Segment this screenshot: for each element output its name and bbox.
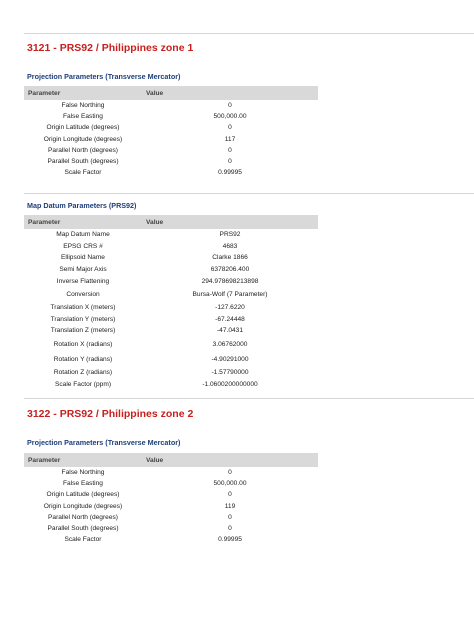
table-row (24, 134, 318, 145)
value-cell: 0 (228, 158, 232, 166)
table-row (24, 337, 318, 352)
parameter-cell: Parallel South (degrees) (47, 158, 119, 166)
value-cell: -47.0431 (216, 327, 244, 335)
column-header-value: Value (142, 453, 318, 467)
column-header-value: Value (142, 86, 318, 100)
section-divider (24, 398, 474, 399)
value-cell: 0 (228, 469, 232, 477)
column-header-parameter: Parameter (24, 453, 142, 467)
value-cell: 0.99995 (218, 169, 242, 177)
parameter-cell: Parallel North (degrees) (48, 146, 118, 154)
value-cell: 6378206.400 (210, 266, 250, 274)
column-header-parameter: Parameter (24, 86, 142, 100)
parameter-cell: Translation X (meters) (50, 304, 116, 312)
parameter-cell: Scale Factor (ppm) (54, 380, 112, 388)
table-row (24, 325, 318, 337)
value-cell: -4.90291000 (211, 355, 249, 363)
value-cell: -67.24448 (215, 315, 245, 323)
parameter-cell: False Easting (63, 480, 103, 488)
table-header-row (24, 215, 318, 229)
table-row (24, 501, 318, 512)
parameter-cell: Origin Latitude (degrees) (46, 124, 120, 132)
value-cell: 0 (228, 513, 232, 521)
datum-params-table (24, 215, 318, 390)
table-row (24, 489, 318, 500)
projection-params-title: Projection Parameters (Transverse Mercator) (27, 438, 181, 447)
value-cell: 0 (228, 146, 232, 154)
datum-params-title: Map Datum Parameters (PRS92) (27, 201, 137, 210)
table-row (24, 156, 318, 167)
value-cell: 0 (228, 491, 232, 499)
column-header-parameter: Parameter (24, 215, 142, 229)
table-row (24, 352, 318, 367)
value-cell: -1.0600200000000 (202, 380, 258, 388)
value-cell: 0 (228, 124, 232, 132)
parameter-cell: Translation Z (meters) (50, 327, 116, 335)
parameter-cell: Semi Major Axis (59, 266, 107, 274)
table-row (24, 145, 318, 156)
parameter-cell: Rotation X (radians) (53, 340, 113, 348)
table-row (24, 252, 318, 264)
table-row (24, 534, 318, 545)
parameter-cell: Origin Latitude (degrees) (46, 491, 120, 499)
value-cell: 0.99995 (218, 536, 242, 544)
table-row (24, 512, 318, 523)
column-header-value: Value (142, 215, 318, 229)
table-header-row (24, 86, 318, 100)
table-row (24, 478, 318, 489)
parameter-cell: Parallel North (degrees) (48, 513, 118, 521)
table-row (24, 275, 318, 287)
table-row (24, 122, 318, 133)
table-row (24, 241, 318, 253)
table-row (24, 467, 318, 478)
value-cell: 0 (228, 102, 232, 110)
table-row (24, 314, 318, 326)
value-cell: 119 (224, 502, 236, 510)
parameter-cell: Scale Factor (64, 169, 102, 177)
table-row (24, 378, 318, 390)
projection-params-table (24, 86, 318, 178)
parameter-cell: False Easting (63, 113, 103, 121)
parameter-cell: Rotation Z (radians) (53, 369, 113, 377)
parameter-cell: Scale Factor (64, 536, 102, 544)
value-cell: 3.06762000 (212, 340, 248, 348)
parameter-cell: Rotation Y (radians) (53, 355, 113, 363)
value-cell: 117 (224, 135, 236, 143)
table-row (24, 302, 318, 314)
table-row (24, 523, 318, 534)
value-cell: Bursa-Wolf (7 Parameter) (192, 290, 268, 298)
value-cell: -127.6220 (215, 304, 245, 312)
parameter-cell: Origin Longitude (degrees) (43, 135, 123, 143)
value-cell: 500,000.00 (213, 113, 247, 121)
table-header-row (24, 453, 318, 467)
parameter-cell: Translation Y (meters) (50, 315, 116, 323)
value-cell: -1.57790000 (211, 369, 249, 377)
value-cell: 500,000.00 (213, 480, 247, 488)
parameter-cell: Conversion (66, 290, 100, 298)
projection-params-table (24, 453, 318, 545)
parameter-cell: False Northing (61, 102, 105, 110)
value-cell: Clarke 1866 (212, 254, 248, 262)
table-row (24, 100, 318, 111)
table-row (24, 287, 318, 302)
table-row (24, 229, 318, 241)
parameter-cell: EPSG CRS # (63, 242, 103, 250)
parameter-cell: Parallel South (degrees) (47, 525, 119, 533)
parameter-cell: Ellipsoid Name (61, 254, 105, 262)
parameter-cell: False Northing (61, 469, 105, 477)
table-row (24, 264, 318, 276)
value-cell: 4683 (222, 242, 238, 250)
section-title: 3122 - PRS92 / Philippines zone 2 (27, 408, 194, 420)
subsection-divider (24, 193, 474, 194)
projection-params-title: Projection Parameters (Transverse Mercator) (27, 72, 181, 81)
section-title: 3121 - PRS92 / Philippines zone 1 (27, 42, 194, 54)
value-cell: PRS92 (219, 231, 241, 239)
parameter-cell: Origin Longitude (degrees) (43, 502, 123, 510)
table-row (24, 367, 318, 379)
section-divider (24, 33, 474, 34)
table-row (24, 111, 318, 122)
value-cell: 294.978698213898 (201, 277, 259, 285)
parameter-cell: Map Datum Name (56, 231, 110, 239)
parameter-cell: Inverse Flattening (56, 277, 110, 285)
table-row (24, 167, 318, 178)
value-cell: 0 (228, 525, 232, 533)
